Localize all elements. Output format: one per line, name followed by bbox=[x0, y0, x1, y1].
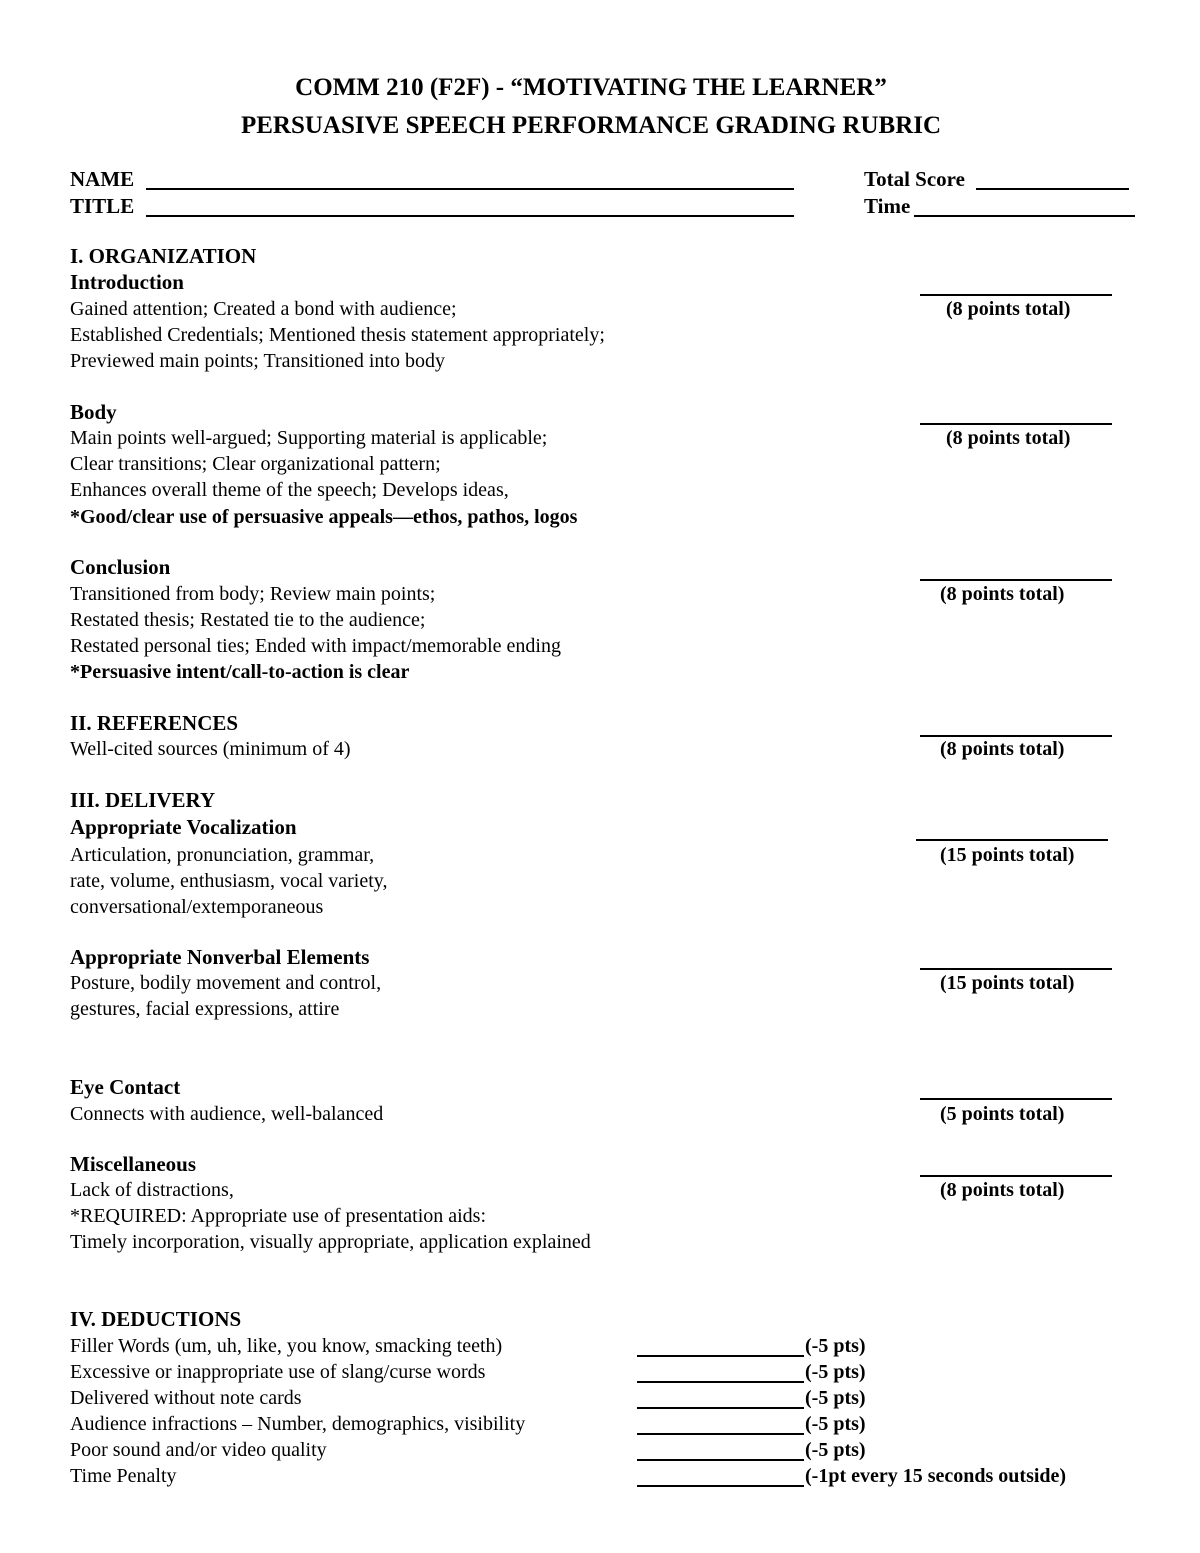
introduction-line: Established Credentials; Mentioned thesis statement appropriately; bbox=[70, 324, 605, 346]
deduction-penalty: (-5 pts) bbox=[805, 1361, 866, 1383]
document-title-line1: COMM 210 (F2F) - “MOTIVATING THE LEARNER” bbox=[295, 74, 887, 101]
nonverbal-heading: Appropriate Nonverbal Elements bbox=[70, 945, 370, 969]
vocalization-heading: Appropriate Vocalization bbox=[70, 815, 297, 839]
eye-contact-score-line[interactable] bbox=[920, 1098, 1112, 1100]
title-field-line[interactable] bbox=[146, 215, 794, 217]
deduction-field-line[interactable] bbox=[637, 1485, 804, 1487]
introduction-points: (8 points total) bbox=[946, 298, 1071, 320]
eye-contact-line: Connects with audience, well-balanced bbox=[70, 1103, 384, 1125]
deduction-label: Poor sound and/or video quality bbox=[70, 1439, 327, 1461]
deduction-field-line[interactable] bbox=[637, 1381, 804, 1383]
introduction-heading: Introduction bbox=[70, 270, 184, 294]
deduction-penalty: (-5 pts) bbox=[805, 1413, 866, 1435]
vocalization-score-line[interactable] bbox=[916, 839, 1108, 841]
organization-heading: I. ORGANIZATION bbox=[70, 244, 257, 268]
deduction-field-line[interactable] bbox=[637, 1407, 804, 1409]
conclusion-points: (8 points total) bbox=[940, 583, 1065, 605]
total-score-field-line[interactable] bbox=[976, 188, 1129, 190]
deduction-penalty: (-5 pts) bbox=[805, 1387, 866, 1409]
deduction-penalty: (-5 pts) bbox=[805, 1439, 866, 1461]
body-points: (8 points total) bbox=[946, 427, 1071, 449]
nonverbal-line: gestures, facial expressions, attire bbox=[70, 998, 340, 1020]
deduction-field-line[interactable] bbox=[637, 1459, 804, 1461]
vocalization-line: Articulation, pronunciation, grammar, bbox=[70, 844, 375, 866]
body-emphasis: *Good/clear use of persuasive appeals—ethos, pathos, logos bbox=[70, 506, 578, 528]
conclusion-heading: Conclusion bbox=[70, 555, 171, 579]
introduction-line: Gained attention; Created a bond with audience; bbox=[70, 298, 457, 320]
deduction-label: Time Penalty bbox=[70, 1465, 177, 1487]
conclusion-line: Transitioned from body; Review main points; bbox=[70, 583, 436, 605]
references-heading: II. REFERENCES bbox=[70, 711, 239, 735]
body-heading: Body bbox=[70, 400, 117, 424]
nonverbal-line: Posture, bodily movement and control, bbox=[70, 972, 382, 994]
introduction-line: Previewed main points; Transitioned into body bbox=[70, 350, 445, 372]
title-label: TITLE bbox=[70, 194, 135, 218]
conclusion-line: Restated personal ties; Ended with impact/memorable ending bbox=[70, 635, 561, 657]
body-line: Clear transitions; Clear organizational pattern; bbox=[70, 453, 441, 475]
deduction-label: Delivered without note cards bbox=[70, 1387, 302, 1409]
vocalization-line: conversational/extemporaneous bbox=[70, 896, 324, 918]
vocalization-points: (15 points total) bbox=[940, 844, 1075, 866]
miscellaneous-heading: Miscellaneous bbox=[70, 1152, 196, 1176]
deduction-penalty: (-1pt every 15 seconds outside) bbox=[805, 1465, 1067, 1487]
deduction-label: Audience infractions – Number, demographics, visibility bbox=[70, 1413, 526, 1435]
miscellaneous-line: *REQUIRED: Appropriate use of presentation aids: bbox=[70, 1205, 487, 1227]
references-line: Well-cited sources (minimum of 4) bbox=[70, 738, 351, 760]
deductions-heading: IV. DEDUCTIONS bbox=[70, 1307, 242, 1331]
total-score-label: Total Score bbox=[864, 167, 965, 191]
deduction-field-line[interactable] bbox=[637, 1355, 804, 1357]
name-field-line[interactable] bbox=[146, 188, 794, 190]
time-label: Time bbox=[864, 194, 911, 218]
conclusion-emphasis: *Persuasive intent/call-to-action is clear bbox=[70, 661, 410, 683]
deduction-penalty: (-5 pts) bbox=[805, 1335, 866, 1357]
document-title-line2: PERSUASIVE SPEECH PERFORMANCE GRADING RUBRIC bbox=[240, 112, 942, 139]
references-points: (8 points total) bbox=[940, 738, 1065, 760]
delivery-heading: III. DELIVERY bbox=[70, 788, 216, 812]
eye-contact-heading: Eye Contact bbox=[70, 1075, 181, 1099]
miscellaneous-points: (8 points total) bbox=[940, 1179, 1065, 1201]
eye-contact-points: (5 points total) bbox=[940, 1103, 1065, 1125]
conclusion-line: Restated thesis; Restated tie to the audience; bbox=[70, 609, 426, 631]
deduction-label: Filler Words (um, uh, like, you know, smacking teeth) bbox=[70, 1335, 503, 1357]
miscellaneous-line: Lack of distractions, bbox=[70, 1179, 234, 1201]
body-line: Enhances overall theme of the speech; Develops ideas, bbox=[70, 479, 509, 501]
nonverbal-points: (15 points total) bbox=[940, 972, 1075, 994]
vocalization-line: rate, volume, enthusiasm, vocal variety, bbox=[70, 870, 388, 892]
deduction-label: Excessive or inappropriate use of slang/curse words bbox=[70, 1361, 486, 1383]
body-line: Main points well-argued; Supporting material is applicable; bbox=[70, 427, 548, 449]
time-field-line[interactable] bbox=[914, 215, 1135, 217]
deduction-field-line[interactable] bbox=[637, 1433, 804, 1435]
name-label: NAME bbox=[70, 167, 135, 191]
miscellaneous-line: Timely incorporation, visually appropriate, application explained bbox=[70, 1231, 591, 1253]
